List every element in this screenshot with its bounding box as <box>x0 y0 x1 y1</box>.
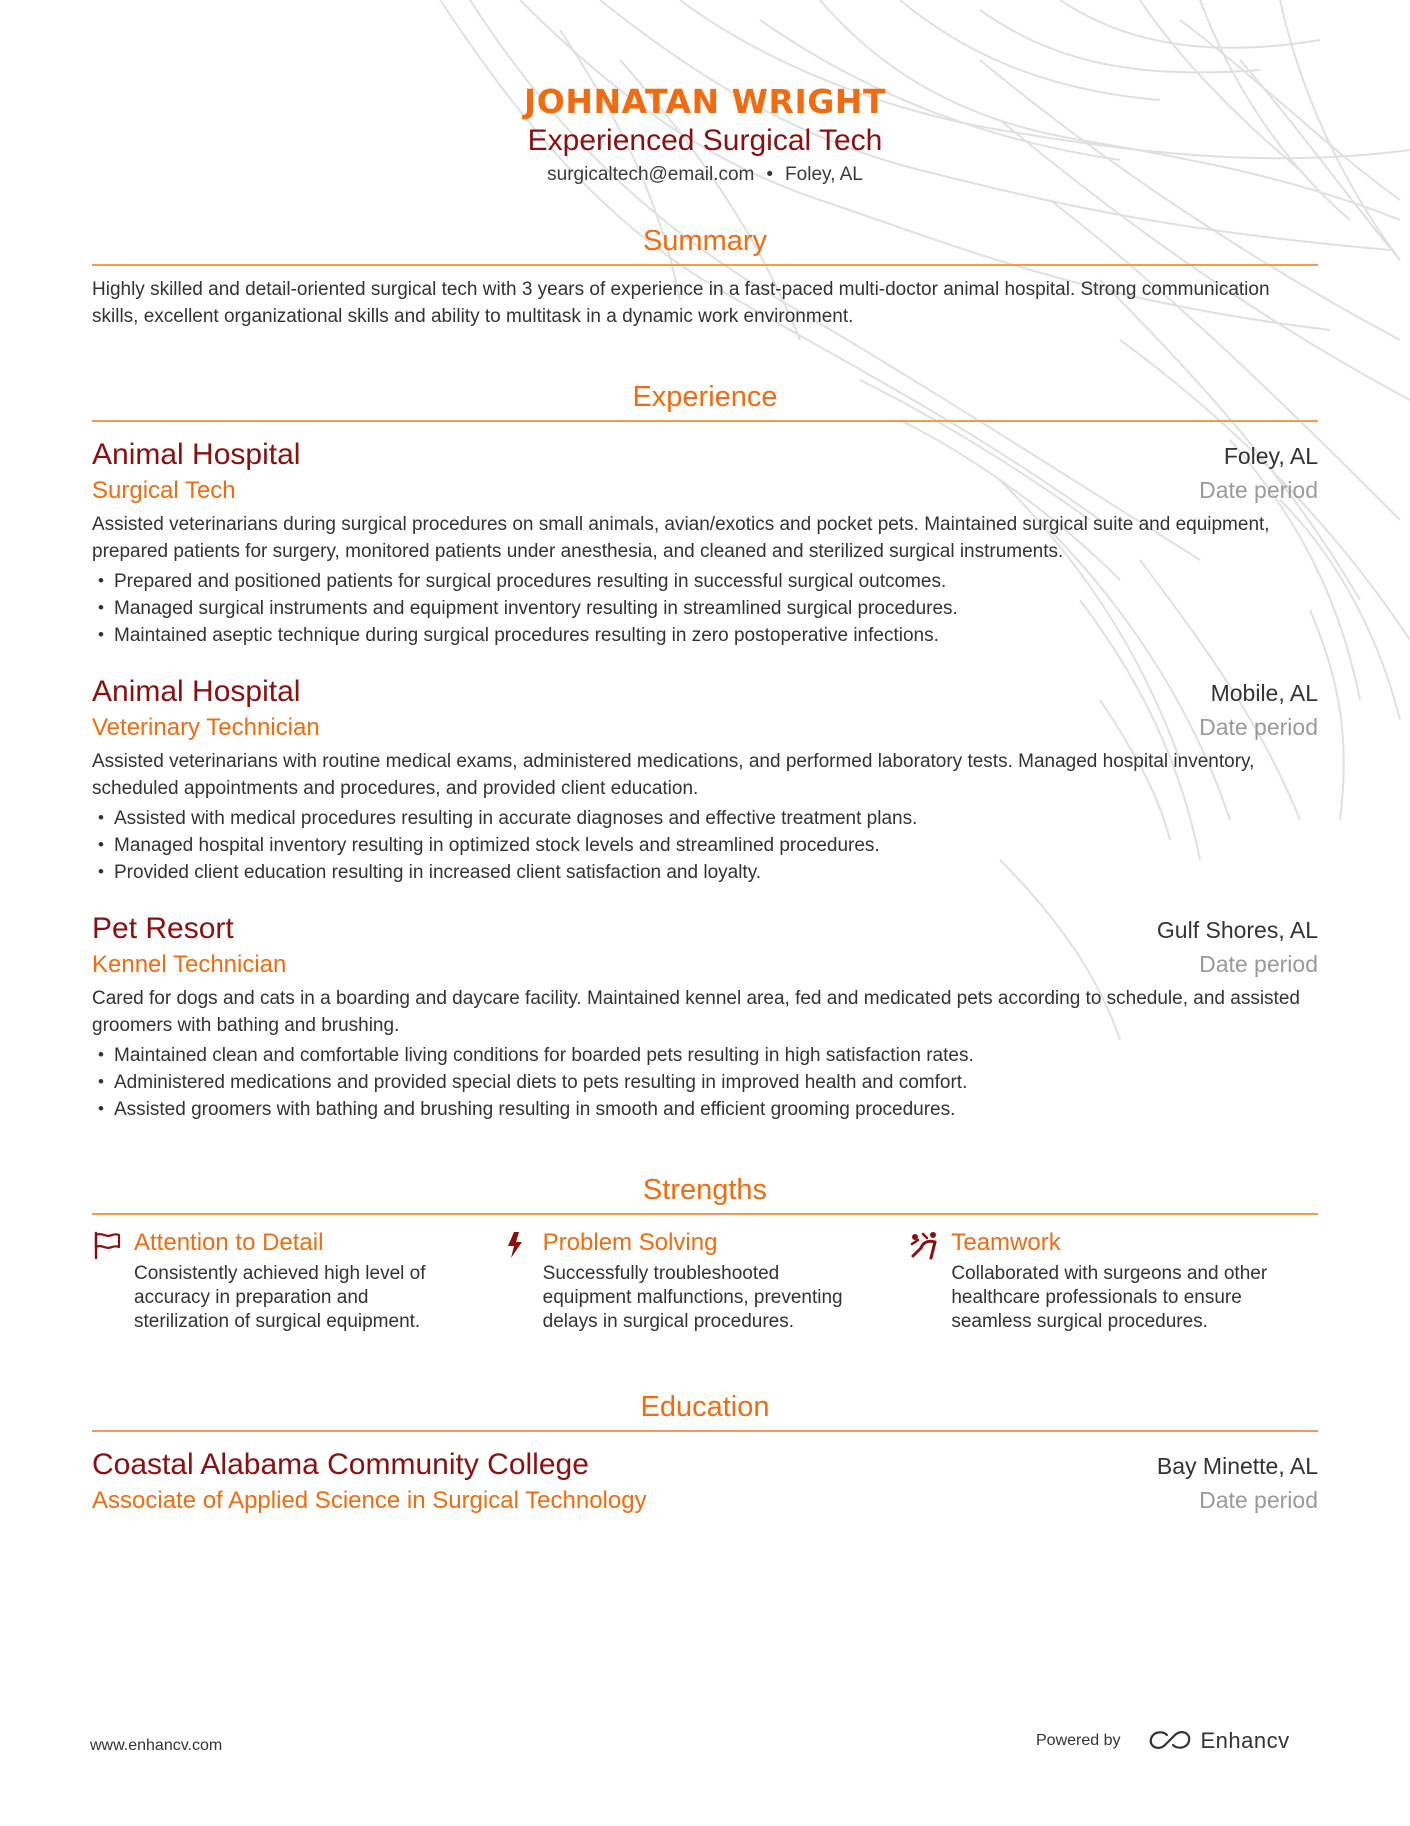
strength-item <box>909 1227 1318 1334</box>
job-role: Kennel Technician <box>92 951 287 978</box>
resume-header <box>92 0 1318 188</box>
experience-section <box>92 378 1318 1123</box>
job-bullets <box>92 805 1318 886</box>
job-company: Animal Hospital <box>92 675 301 708</box>
strengths-section <box>92 1171 1318 1334</box>
job-description: Assisted veterinarians with routine medical exams, administered medications, and performed laboratory tests. Managed hospital inventory, scheduled appointments and procedures, and provided client education. <box>92 751 1255 799</box>
job-period: Date period <box>1199 477 1318 503</box>
strength-description: Consistently achieved high level of accuracy in preparation and sterilization of surgical equipment. <box>134 1263 426 1332</box>
powered-by-label: Powered by <box>1036 1732 1121 1749</box>
contact-email[interactable]: surgicaltech@email.com <box>547 164 755 185</box>
job-location: Gulf Shores, AL <box>1156 917 1318 943</box>
strength-title: Teamwork <box>951 1229 1061 1256</box>
strength-description: Successfully troubleshooted equipment malfunctions, preventing delays in surgical procedures. <box>542 1263 843 1332</box>
job-bullet: • Maintained aseptic technique during surgical procedures resulting in zero postoperative infections. <box>98 622 1318 649</box>
job-bullet: • Prepared and positioned patients for surgical procedures resulting in successful surgical outcomes. <box>98 568 1318 595</box>
education-degree: Associate of Applied Science in Surgical Technology <box>92 1487 647 1514</box>
enhancv-logo-icon <box>1147 1729 1193 1753</box>
job-bullet: • Managed surgical instruments and equipment inventory resulting in streamlined surgical procedures. <box>98 595 1318 622</box>
job-role: Veterinary Technician <box>92 714 320 741</box>
candidate-title: Experienced Surgical Tech <box>527 124 883 157</box>
education-location: Bay Minette, AL <box>1156 1453 1318 1479</box>
job-bullet: • Maintained clean and comfortable living conditions for boarded pets resulting in high satisfaction rates. <box>98 1042 1318 1069</box>
job-location: Foley, AL <box>1223 443 1318 469</box>
footer-website[interactable]: www.enhancv.com <box>90 1737 223 1754</box>
job-description: Assisted veterinarians during surgical procedures on small animals, avian/exotics and pocket pets. Maintained surgical suite and equipment, prepared patients for surgery, monitored patients under anesthesia, and cleaned and sterilized surgical instruments. <box>92 514 1270 562</box>
lightning-icon <box>501 1230 531 1260</box>
education-section <box>92 1388 1318 1517</box>
candidate-name: JOHNATAN WRIGHT <box>524 82 886 121</box>
education-period: Date period <box>1199 1487 1318 1513</box>
job-period: Date period <box>1199 951 1318 977</box>
job-entry <box>92 436 1318 649</box>
experience-heading: Experience <box>92 378 1318 422</box>
job-entry <box>92 673 1318 886</box>
strength-item <box>501 1227 910 1334</box>
education-school: Coastal Alabama Community College <box>92 1448 589 1481</box>
job-bullet: • Managed hospital inventory resulting in optimized stock levels and streamlined procedures. <box>98 832 1318 859</box>
strength-title: Attention to Detail <box>134 1229 324 1256</box>
job-bullets <box>92 568 1318 649</box>
strength-item <box>92 1227 501 1334</box>
teamwork-icon <box>909 1230 939 1260</box>
contact-line <box>92 162 1318 188</box>
job-company: Pet Resort <box>92 912 234 945</box>
job-bullet: • Provided client education resulting in increased client satisfaction and loyalty. <box>98 859 1318 886</box>
job-location: Mobile, AL <box>1210 680 1318 706</box>
strengths-heading: Strengths <box>92 1171 1318 1215</box>
footer-brand-area <box>1036 1728 1290 1754</box>
resume-page <box>92 0 1318 1517</box>
job-entry <box>92 910 1318 1123</box>
job-bullets <box>92 1042 1318 1123</box>
job-role: Surgical Tech <box>92 477 236 504</box>
contact-separator: • <box>766 164 774 185</box>
strength-title: Problem Solving <box>542 1229 718 1256</box>
brand-name: Enhancv <box>1200 1728 1290 1753</box>
job-description: Cared for dogs and cats in a boarding and daycare facility. Maintained kennel area, fed and medicated pets according to schedule, and assisted groomers with bathing and brushing. <box>92 988 1300 1036</box>
education-heading: Education <box>92 1388 1318 1432</box>
summary-text: Highly skilled and detail-oriented surgical tech with 3 years of experience in a fast-paced multi-doctor animal hospital. Strong communication skills, excellent organizational skills and ability to multitask in a dynamic work environment. <box>92 279 1270 327</box>
brand-logo[interactable] <box>1147 1728 1290 1754</box>
job-bullet: • Assisted with medical procedures resulting in accurate diagnoses and effective treatment plans. <box>98 805 1318 832</box>
job-bullet: • Assisted groomers with bathing and brushing resulting in smooth and efficient grooming procedures. <box>98 1096 1318 1123</box>
strength-description: Collaborated with surgeons and other healthcare professionals to ensure seamless surgical procedures. <box>951 1263 1268 1332</box>
flag-icon <box>92 1230 122 1260</box>
job-period: Date period <box>1199 714 1318 740</box>
summary-section <box>92 222 1318 330</box>
strengths-list <box>92 1227 1318 1334</box>
contact-location: Foley, AL <box>785 164 863 185</box>
job-company: Animal Hospital <box>92 438 301 471</box>
education-entry <box>92 1446 1318 1517</box>
summary-heading: Summary <box>92 222 1318 266</box>
job-bullet: • Administered medications and provided special diets to pets resulting in improved health and comfort. <box>98 1069 1318 1096</box>
